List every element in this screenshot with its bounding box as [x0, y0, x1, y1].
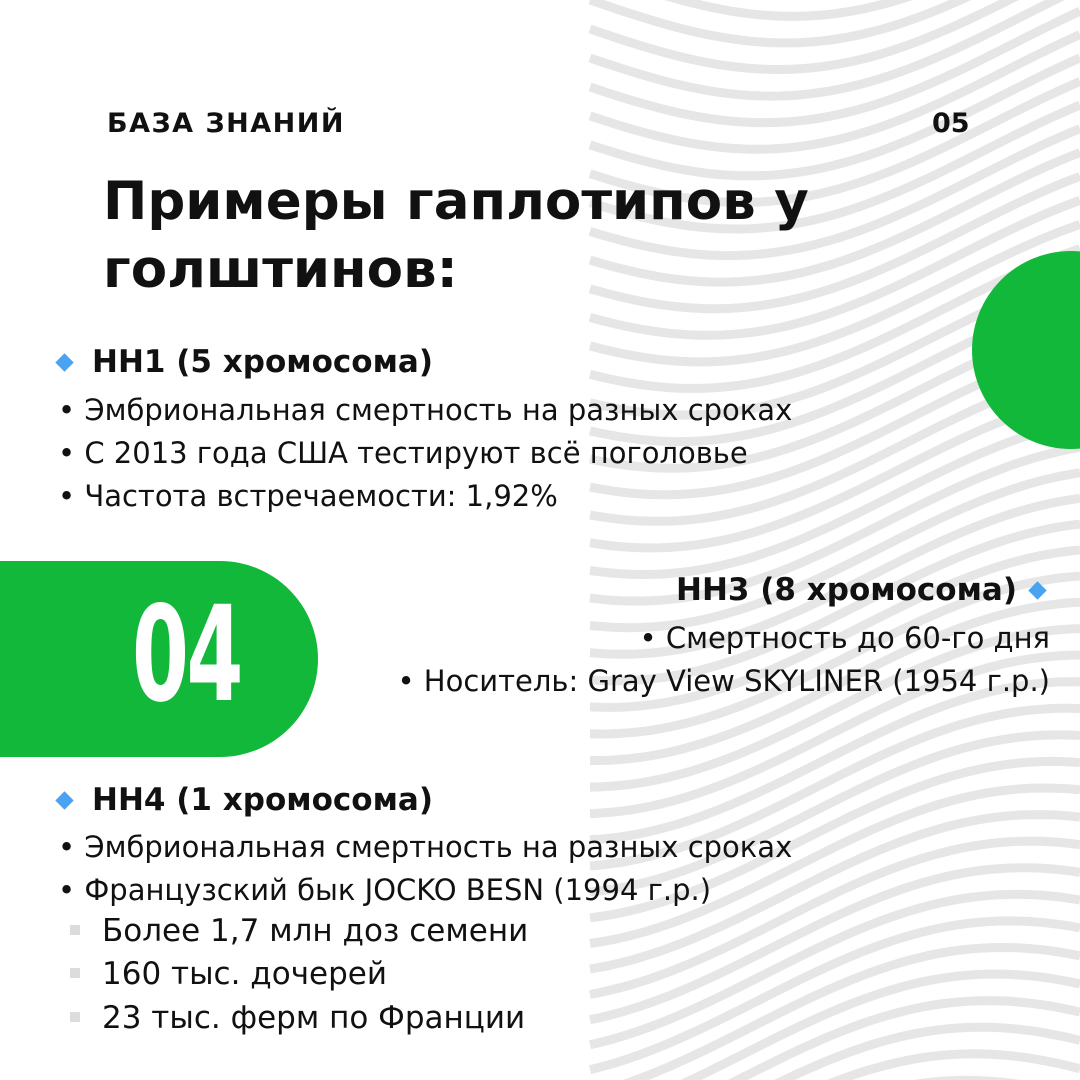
hh1-heading: [58, 344, 433, 380]
hh1-heading-text: HH1 (5 хромосома): [92, 344, 433, 380]
hh4-bullet: • Эмбриональная смертность на разных сроках: [58, 830, 793, 864]
square-bullet-icon: [70, 968, 80, 978]
hh4-sub-item: 23 тыс. ферм по Франции: [102, 1000, 526, 1036]
hh1-bullet: • С 2013 года США тестируют всё поголовье: [58, 436, 748, 470]
hh3-bullet: • Носитель: Gray View SKYLINER (1954 г.р.): [397, 664, 1050, 698]
square-bullet-icon: [70, 1012, 80, 1022]
hh4-sub-item: Более 1,7 млн доз семени: [102, 913, 529, 949]
knowledge-base-label: БАЗА ЗНАНИЙ: [107, 108, 345, 139]
hh1-bullet: • Эмбриональная смертность на разных сроках: [58, 393, 793, 427]
hh4-heading: [58, 782, 433, 818]
hh3-heading: [676, 572, 1044, 608]
hh4-heading-text: HH4 (1 хромосома): [92, 782, 433, 818]
hh4-bullet: • Французский бык JOCKO BESN (1994 г.р.): [58, 873, 712, 907]
diamond-bullet-icon: [1028, 581, 1046, 599]
diamond-bullet-icon: [55, 353, 73, 371]
hh4-sub-item: 160 тыс. дочерей: [102, 956, 387, 992]
diamond-bullet-icon: [55, 791, 73, 809]
hh3-heading-text: HH3 (8 хромосома): [676, 572, 1017, 608]
page-title: Примеры гаплотипов у голштинов:: [103, 171, 809, 300]
hh1-bullet: • Частота встречаемости: 1,92%: [58, 479, 558, 513]
hh3-bullet: • Смертность до 60-го дня: [639, 621, 1050, 655]
slide-number-badge: 04: [132, 578, 241, 732]
page-number: 05: [932, 108, 970, 139]
square-bullet-icon: [70, 925, 80, 935]
